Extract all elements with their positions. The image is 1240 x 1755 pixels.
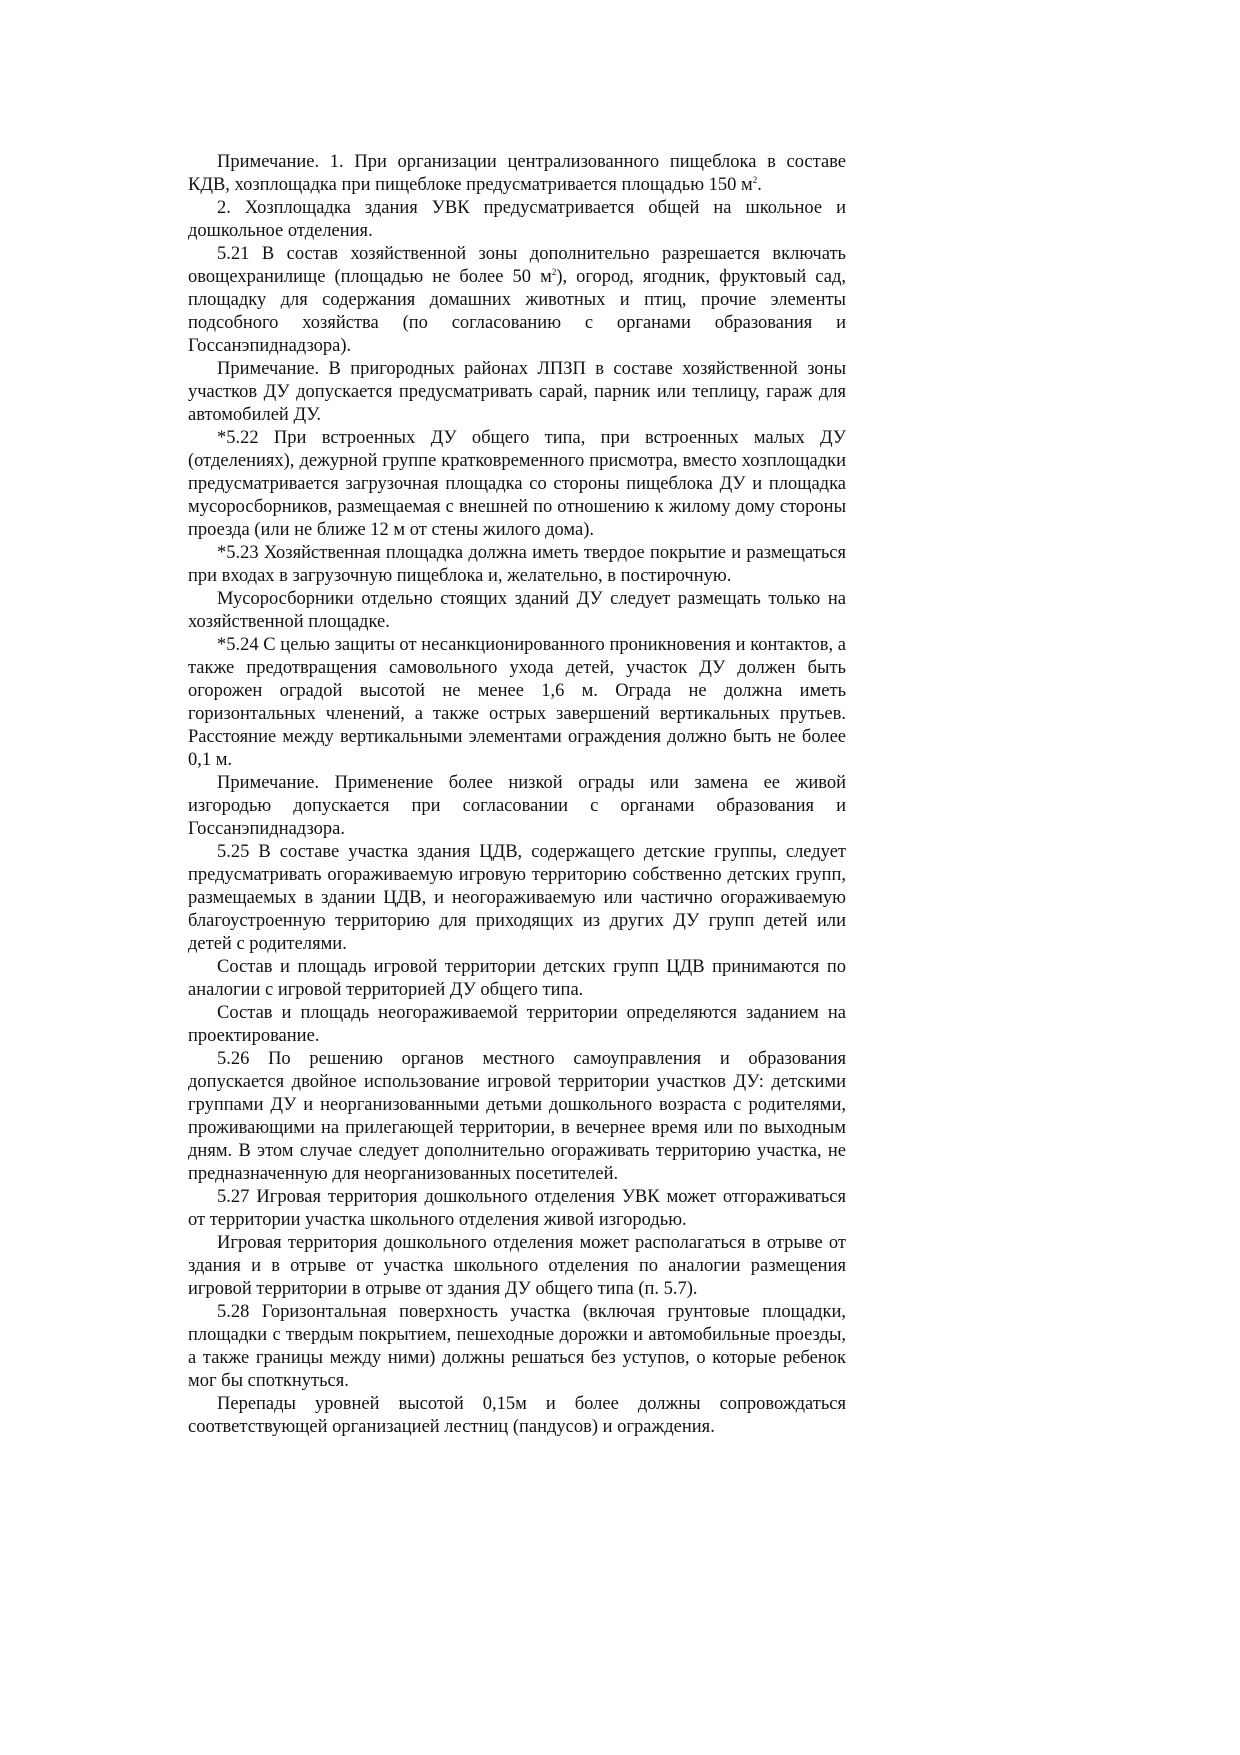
section-paragraph: 5.26 По решению органов местного самоуправления и образования допускается двойное использование игровой территории участков ДУ: детскими группами ДУ и неорганизованными детьми дошкольного возраста с родителями, проживающими на прилегающей территории, в вечернее время или по выходным дням. В этом случае следует дополнительно огораживать территорию участка, не предназначенную для неорганизованных посетителей. xyxy=(188,1049,846,1184)
document-page xyxy=(188,151,846,1439)
section-paragraph: *5.24 С целью защиты от несанкционированного проникновения и контактов, а также предотвращения самовольного ухода детей, участок ДУ должен быть огорожен оградой высотой не менее 1,6 м. Ограда не должна иметь горизонтальных членений, а также острых завершений вертикальных прутьев. Расстояние между вертикальными элементами ограждения должно быть не более 0,1 м. xyxy=(188,635,846,770)
note-paragraph: Примечание. 1. При организации централизованного пищеблока в составе КДВ, хозплощадка при пищеблоке предусматривается площадью 150 $м^2$. xyxy=(188,152,846,195)
section-paragraph: 5.28 Горизонтальная поверхность участка (включая грунтовые площадки, площадки с твердым покрытием, пешеходные дорожки и автомобильные проезды, а также границы между ними) должны решаться без уступов, о которые ребенок мог бы споткнуться. xyxy=(188,1302,846,1391)
body-paragraph: Перепады уровней высотой 0,15м и более должны сопровождаться соответствующей организацией лестниц (пандусов) и ограждения. xyxy=(188,1394,846,1437)
body-paragraph: Состав и площадь неогораживаемой территории определяются заданием на проектирование. xyxy=(188,1003,846,1046)
section-paragraph: 5.27 Игровая территория дошкольного отделения УВК может отгораживаться от территории участка школьного отделения живой изгородью. xyxy=(188,1187,846,1230)
superscript: 2 xyxy=(551,267,557,277)
superscript: 2 xyxy=(752,175,758,185)
note-paragraph: 2. Хозплощадка здания УВК предусматривается общей на школьное и дошкольное отделения. xyxy=(188,198,846,241)
body-paragraph: Игровая территория дошкольного отделения может располагаться в отрыве от здания и в отрыве от участка школьного отделения по аналогии размещения игровой территории в отрыве от здания ДУ общего типа (п. 5.7). xyxy=(188,1233,846,1299)
body-paragraph: Состав и площадь игровой территории детских групп ЦДВ принимаются по аналогии с игровой территорией ДУ общего типа. xyxy=(188,957,846,1000)
section-paragraph: 5.25 В составе участка здания ЦДВ, содержащего детские группы, следует предусматривать огораживаемую игровую территорию собственно детских групп, размещаемых в здании ЦДВ, и неогораживаемую или частично огораживаемую благоустроенную территорию для приходящих из других ДУ групп детей или детей с родителями. xyxy=(188,842,846,954)
body-paragraph: Мусоросборники отдельно стоящих зданий ДУ следует размещать только на хозяйственной площадке. xyxy=(188,589,846,632)
note-paragraph: Примечание. Применение более низкой ограды или замена ее живой изгородью допускается при согласовании с органами образования и Госсанэпиднадзора. xyxy=(188,773,846,839)
note-paragraph: Примечание. В пригородных районах ЛПЗП в составе хозяйственной зоны участков ДУ допускается предусматривать сарай, парник или теплицу, гараж для автомобилей ДУ. xyxy=(188,359,846,425)
section-paragraph: 5.21 В состав хозяйственной зоны дополнительно разрешается включать овощехранилище (площадью не более 50 $м^2$), огород, ягодник, фруктовый сад, площадку для содержания домашних животных и птиц, прочие элементы подсобного хозяйства (по согласованию с органами образования и Госсанэпиднадзора). xyxy=(188,244,846,356)
section-paragraph: *5.22 При встроенных ДУ общего типа, при встроенных малых ДУ (отделениях), дежурной группе кратковременного присмотра, вместо хозплощадки предусматривается загрузочная площадка со стороны пищеблока ДУ и площадка мусоросборников, размещаемая с внешней по отношению к жилому дому стороны проезда (или не ближе 12 м от стены жилого дома). xyxy=(188,428,846,540)
section-paragraph: *5.23 Хозяйственная площадка должна иметь твердое покрытие и размещаться при входах в загрузочную пищеблока и, желательно, в постирочную. xyxy=(188,543,846,586)
